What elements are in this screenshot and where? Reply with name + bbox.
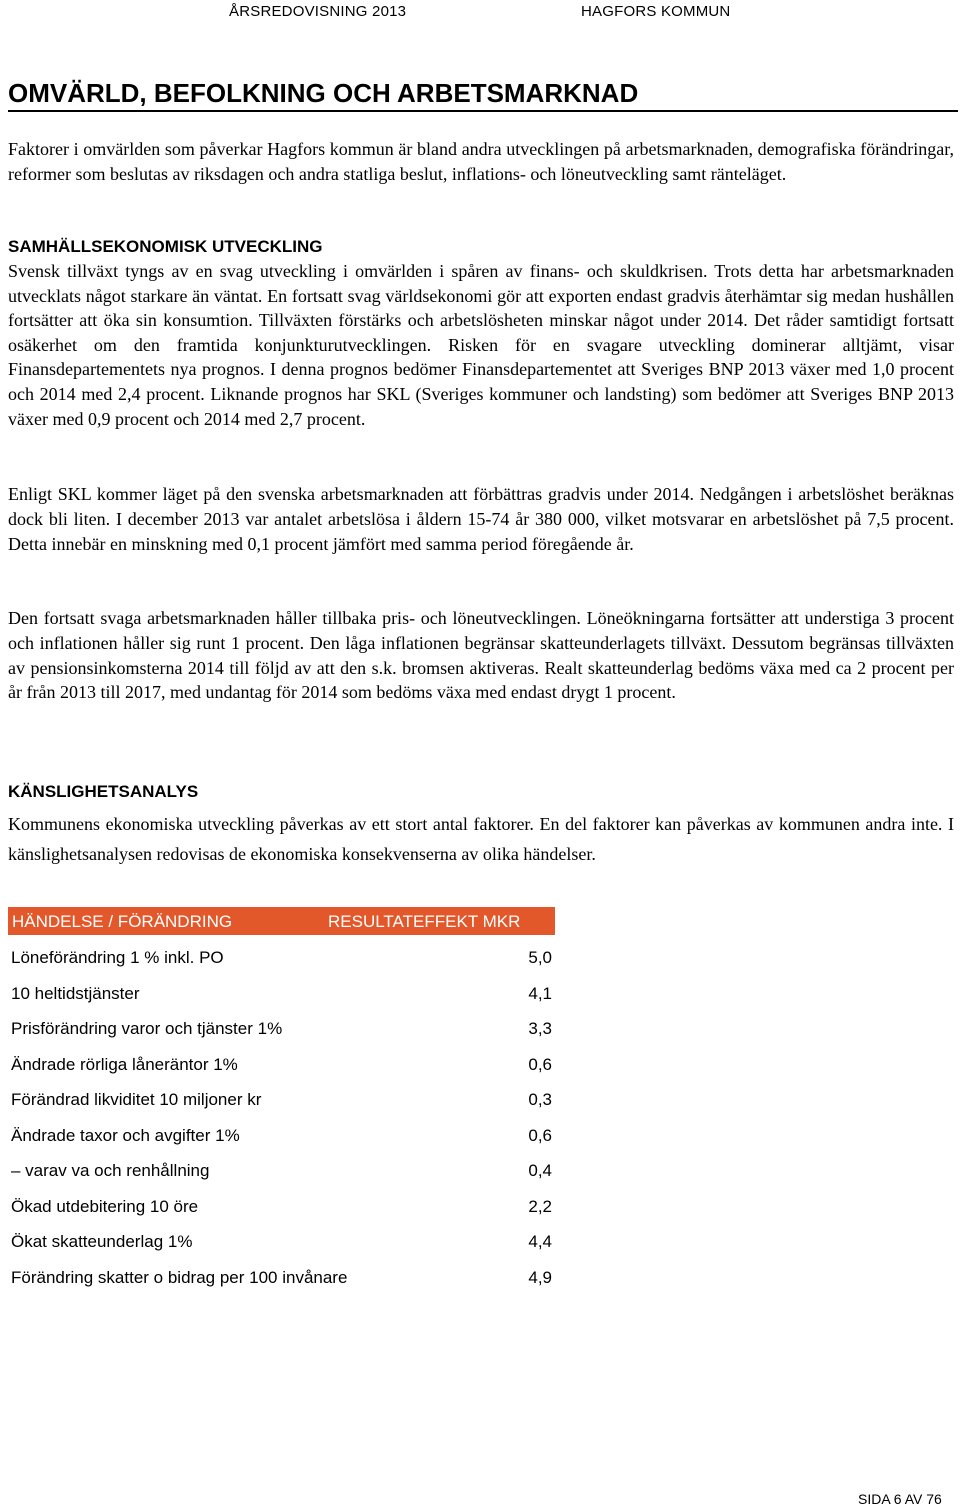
economy-paragraph-3: Den fortsatt svaga arbetsmarknaden håller tillbaka pris- och löneutvecklingen. Löneökningarna fortsätter att understiga 3 procent och inflationen håller sig runt 1 procent. Den låga inflationen begränsar skatteunderlagets tillväxt. Dessutom begränsas tillväxten av pensionsinkomsterna 2014 till följd av att den s.k. bromsen aktiveras. Realt skatteunderlag bedöms växa med ca 2 procent per år från 2013 till 2017, med undantag för 2014 som bedöms växa med endast drygt 1 procent.: [8, 608, 954, 703]
row-event: Förändring skatter o bidrag per 100 invånare: [11, 1267, 348, 1287]
table-row: [8, 1264, 568, 1300]
row-effect: 5,0: [528, 948, 552, 967]
section-heading-economy: SAMHÄLLSEKONOMISK UTVECKLING: [8, 237, 323, 256]
row-event: Ökat skatteunderlag 1%: [11, 1232, 193, 1251]
table-row: [8, 1051, 568, 1087]
table-row: [8, 944, 568, 980]
economy-paragraph-1: Svensk tillväxt tyngs av en svag utveckling i omvärlden i spåren av finans- och skuldkrisen. Trots detta har arbetsmarknaden utvecklats något starkare än väntat. En fortsatt svag världsekonomi gör att exporten endast gradvis återhämtar sig medan hushållen fortsätter att öka sin konsumtion. Tillväxten förstärks och arbetslösheten minskar något under 2014. Det råder samtidigt fortsatt osäkerhet om den framtida konjunkturutvecklingen. Risken för en svagare utveckling dominerar alltjämt, visar Finansdepartementets nya prognos. I denna prognos bedömer Finansdepartementet att Sveriges BNP 2013 växer med 1,0 procent och 2014 med 2,4 procent. Liknande prognos har SKL (Sveriges kommuner och landsting) som bedömer att Sveriges BNP 2013 växer med 0,9 procent och 2014 med 2,7 procent.: [8, 261, 954, 429]
sensitivity-table-header: [8, 907, 555, 935]
row-effect: 4,1: [528, 983, 552, 1003]
row-effect: 4,4: [528, 1232, 552, 1251]
title-divider: [8, 110, 958, 112]
row-effect: 0,3: [528, 1090, 552, 1109]
intro-paragraph: Faktorer i omvärlden som påverkar Hagfors kommun är bland andra utvecklingen på arbetsmarknaden, demografiska förändringar, reformer som beslutas av riksdagen och andra statliga beslut, inflations- och löneutveckling samt ränteläget.: [8, 139, 954, 184]
table-row: [8, 1157, 568, 1193]
section-heading-sensitivity: KÄNSLIGHETSANALYS: [8, 782, 199, 801]
table-row: [8, 1086, 568, 1122]
row-event: – varav va och renhållning: [11, 1161, 210, 1180]
row-event: Ändrade taxor och avgifter 1%: [11, 1125, 240, 1145]
row-event: Löneförändring 1 % inkl. PO: [11, 948, 224, 967]
row-event: Förändrad likviditet 10 miljoner kr: [11, 1090, 262, 1109]
row-event: Ökad utdebitering 10 öre: [11, 1196, 199, 1216]
header-municipality: HAGFORS KOMMUN: [581, 3, 731, 20]
column-header-event: HÄNDELSE / FÖRÄNDRING: [12, 912, 233, 931]
row-event: Prisförändring varor och tjänster 1%: [11, 1019, 283, 1038]
sensitivity-table: [8, 944, 568, 1299]
row-event: Ändrade rörliga låneräntor 1%: [11, 1054, 238, 1074]
table-row: [8, 1193, 568, 1229]
table-row: [8, 1122, 568, 1158]
row-effect: 0,6: [528, 1125, 552, 1145]
row-effect: 3,3: [528, 1019, 552, 1038]
row-effect: 0,4: [528, 1161, 552, 1180]
row-effect: 0,6: [528, 1054, 552, 1074]
sensitivity-paragraph: Kommunens ekonomiska utveckling påverkas av ett stort antal faktorer. En del faktorer kan påverkas av kommunen andra inte. I känslighetsanalysen redovisas de ekonomiska konsekvenserna av olika händelser.: [8, 814, 954, 864]
running-header: [0, 3, 960, 23]
table-row: [8, 1228, 568, 1264]
column-header-effect: RESULTATEFFEKT MKR: [328, 912, 521, 931]
table-row: [8, 980, 568, 1016]
row-event: 10 heltidstjänster: [11, 983, 140, 1003]
table-row: [8, 1015, 568, 1051]
page-number: SIDA 6 AV 76: [858, 1491, 942, 1507]
economy-paragraph-2: Enligt SKL kommer läget på den svenska arbetsmarknaden att förbättras gradvis under 2014. Nedgången i arbetslöshet beräknas dock bli liten. I december 2013 var antalet arbetslösa i åldern 15-74 år 380 000, vilket motsvarar en arbetslöshet på 7,5 procent. Detta innebär en minskning med 0,1 procent jämfört med samma period föregående år.: [8, 484, 954, 554]
page-title: OMVÄRLD, BEFOLKNING OCH ARBETSMARKNAD: [8, 78, 639, 108]
row-effect: 2,2: [528, 1196, 552, 1216]
row-effect: 4,9: [528, 1267, 552, 1287]
header-report-title: ÅRSREDOVISNING 2013: [229, 3, 407, 20]
